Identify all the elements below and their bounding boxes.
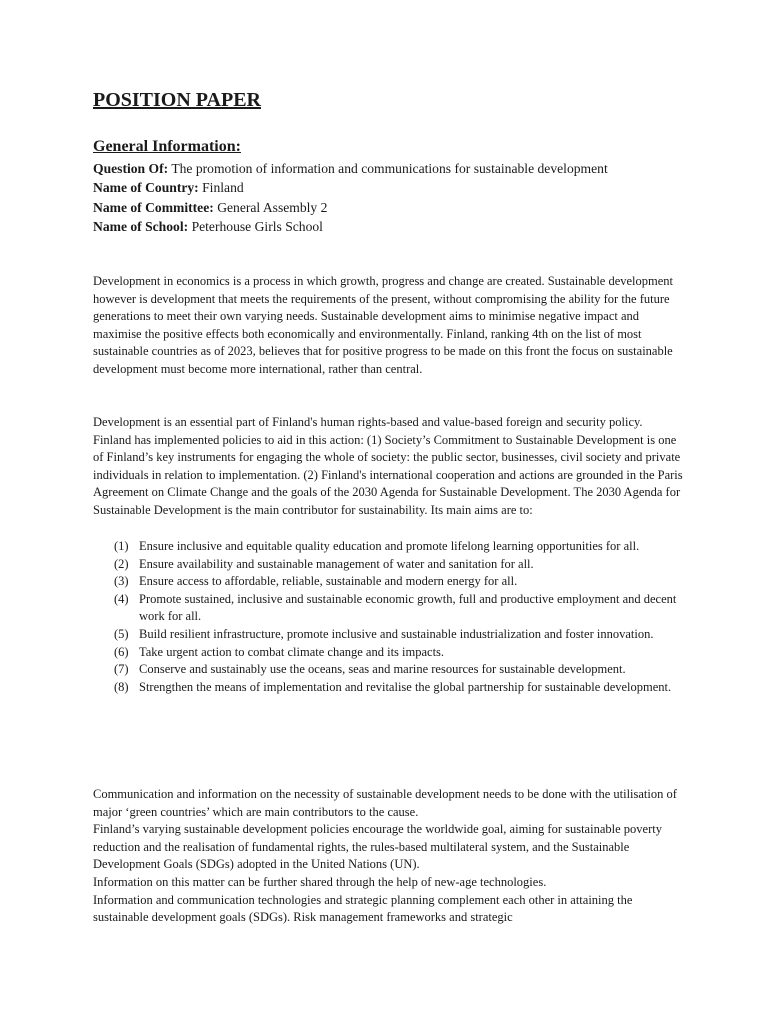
list-number: (3) [114, 574, 129, 589]
list-item [93, 626, 683, 644]
list-text: Ensure access to affordable, reliable, sustainable and modern energy for all. [139, 574, 518, 589]
info-label: Question Of: [93, 161, 169, 176]
list-number: (2) [114, 556, 129, 571]
list-number: (7) [114, 662, 129, 677]
aims-list [93, 538, 683, 696]
info-label: Name of School: [93, 218, 189, 234]
page-title: POSITION PAPER [93, 89, 261, 111]
list-item [93, 679, 683, 697]
general-information-block [93, 159, 683, 236]
list-item [93, 644, 683, 662]
paragraph-technologies: Information on this matter can be further shared through the help of new-age technologies. [93, 874, 547, 889]
info-value: Finland [202, 180, 244, 196]
list-number: (6) [114, 644, 129, 659]
list-text: Take urgent action to combat climate change and its impacts. [139, 644, 445, 659]
list-number: (1) [114, 539, 129, 553]
list-text: Ensure inclusive and equitable quality education and promote lifelong learning opportunities for all. [139, 539, 640, 553]
info-school [93, 217, 683, 236]
info-question [93, 159, 683, 178]
info-country [93, 178, 683, 197]
info-label: Name of Country: [93, 180, 199, 196]
list-text: Conserve and sustainably use the oceans, seas and marine resources for sustainable development. [139, 662, 626, 677]
list-item [93, 538, 683, 556]
list-item [93, 661, 683, 679]
info-label: Name of Committee: [93, 199, 214, 215]
list-text: Ensure availability and sustainable management of water and sanitation for all. [139, 556, 534, 571]
info-committee [93, 198, 683, 217]
paragraph-ict: Information and communication technologies and strategic planning complement each other in attaining the sustainable development goals (SDGs). Risk management frameworks and strategic [93, 892, 633, 925]
paragraph-finland-policies: Finland’s varying sustainable development policies encourage the worldwide goal, aiming for sustainable poverty reduction and the realisation of fundamental rights, the rules-based multilateral system, and the Sustainable Development Goals (SDGs) adopted in the United Nations (UN). [93, 822, 662, 872]
list-number: (5) [114, 626, 129, 641]
list-text: Promote sustained, inclusive and sustainable economic growth, full and productive employment and decent work for all. [139, 591, 677, 624]
paragraph-intro: Development in economics is a process in which growth, progress and change are created. Sustainable development however is development that meets the requirements of the present, without compromising the ability for the future generations to meet their own varying needs. Sustainable development aims to minimise negative impact and maximise the positive effects both economically and environmentally. Finland, ranking 4th on the list of most sustainable countries as of 2023, believes that for positive progress to be made on this front the focus on sustainable development must become more international, rather than central. [93, 274, 674, 376]
list-item [93, 556, 683, 574]
info-value: General Assembly 2 [217, 199, 328, 215]
closing-section [93, 786, 683, 927]
list-text: Build resilient infrastructure, promote inclusive and sustainable industrialization and foster innovation. [139, 626, 654, 641]
paragraph-policies: Development is an essential part of Finland's human rights-based and value-based foreign and security policy. Finland has implemented policies to aid in this action: (1) Society’s Commitment to Sustainable Development is one of Finland’s key instruments for engaging the whole of society: the public sector, businesses, civil society and private individuals in relation to implementation. (2) Finland's international cooperation and actions are grounded in the Paris Agreement on Climate Change and the goals of the 2030 Agenda for Sustainable Development. The 2030 Agenda for Sustainable Development is the main contributor for sustainability. Its main aims are to: [93, 415, 683, 517]
list-number: (8) [114, 679, 129, 694]
list-item [93, 573, 683, 591]
info-value: Peterhouse Girls School [191, 218, 323, 234]
info-value: The promotion of information and communications for sustainable development [171, 161, 608, 176]
paragraph-communication: Communication and information on the necessity of sustainable development needs to be done with the utilisation of major ‘green countries’ which are main contributors to the cause. [93, 787, 677, 819]
list-item [93, 591, 683, 626]
list-text: Strengthen the means of implementation and revitalise the global partnership for sustainable development. [139, 679, 672, 694]
list-number: (4) [114, 591, 129, 606]
general-information-heading: General Information: [93, 138, 241, 155]
